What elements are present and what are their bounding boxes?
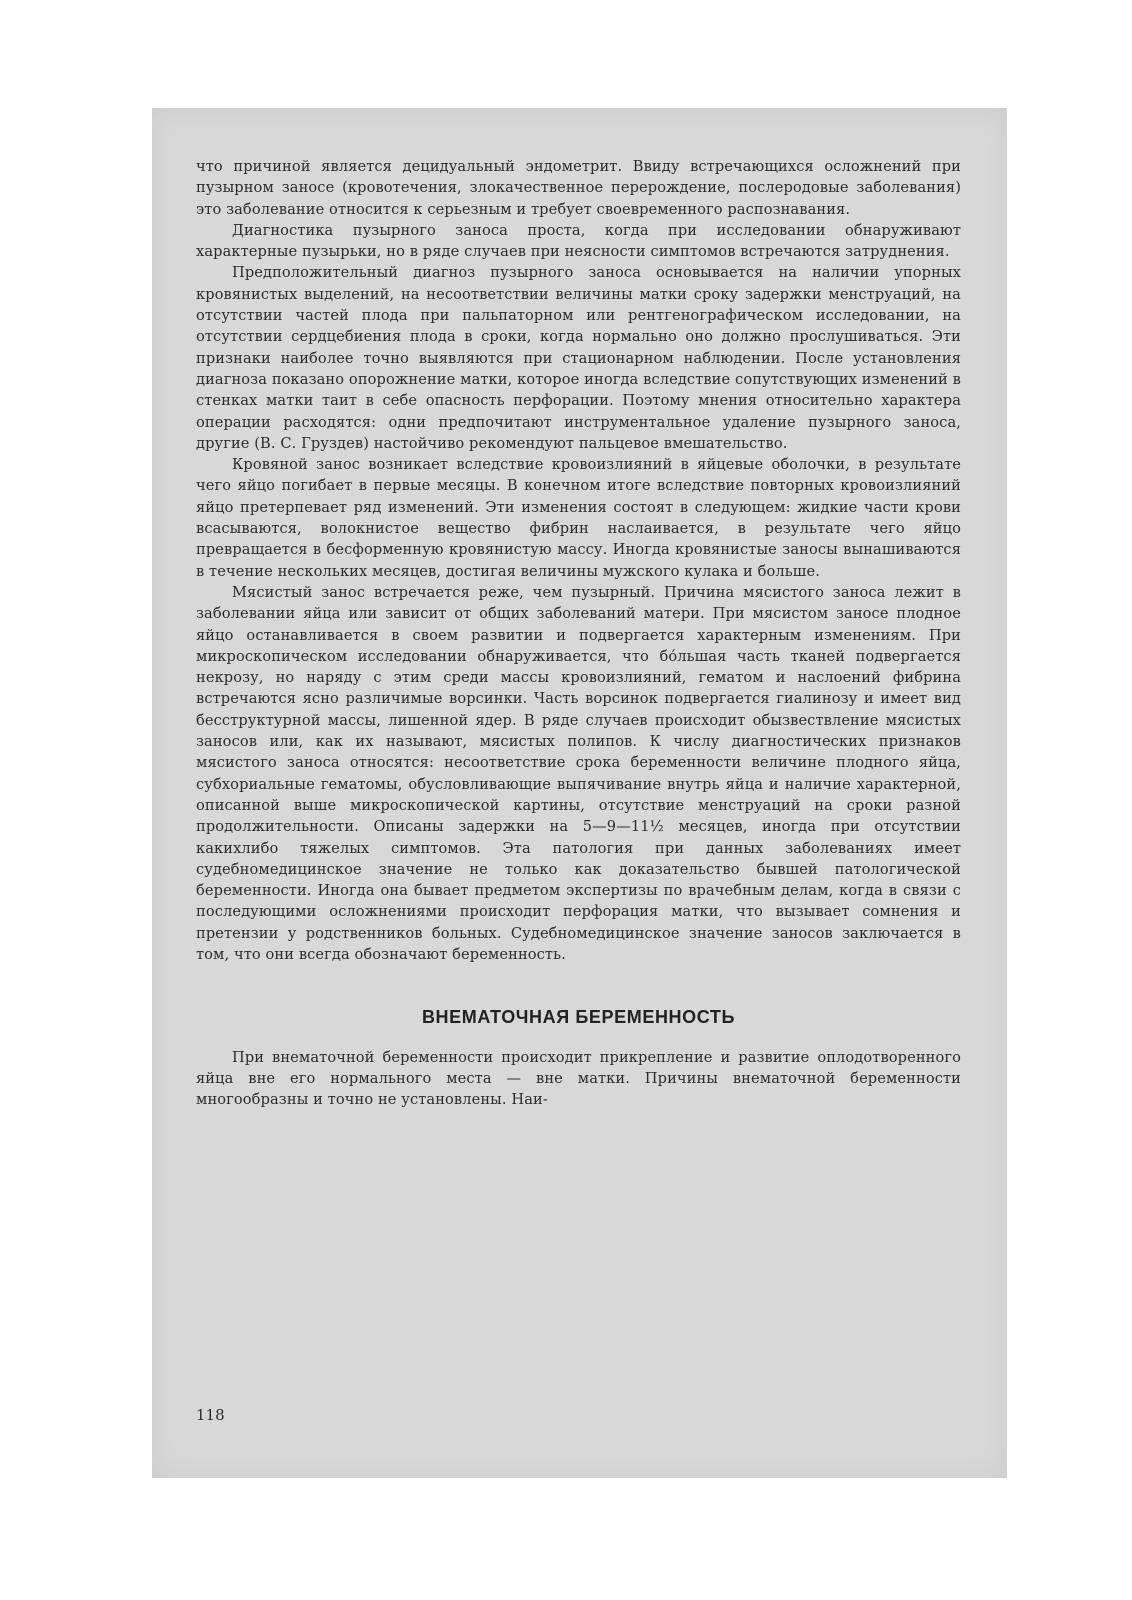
paragraph-blood-mole: Кровяной занос возникает вследствие кровоизлияний в яйцевые оболочки, в результате чего яйцо погибает в первые месяцы. В конечном итоге вследствие повторных кровоизлияний яйцо претерпевает ряд изменений. Эти изменения состоят в следующем: жидкие части крови всасываются, волокнистое вещество фибрин наслаивается, в результате чего яйцо превращается в бесформенную кровянистую массу. Иногда кровянистые заносы вынашиваются в течение нескольких месяцев, достигая величины мужского кулака и больше. bbox=[196, 456, 961, 580]
paragraph-fleshy-mole: Мясистый занос встречается реже, чем пузырный. Причина мясистого заноса лежит в заболевании яйца или зависит от общих заболеваний матери. При мясистом заносе плодное яйцо останавливается в своем развитии и подвергается характерным изменениям. При микроскопическом исследовании обнаруживается, что бо́льшая часть тканей подвергается некрозу, но наряду с этим среди массы кровоизлияний, гематом и наслоений фибрина встречаются ясно различимые ворсинки. Часть ворсинок подвергается гиалинозу и имеет вид бесструктурной массы, лишенной ядер. В ряде случаев происходит обызвествление мясистых заносов или, как их называют, мясистых полипов. К числу диагностических признаков мясистого заноса относятся: несоответствие срока беременности величине плодного яйца, субхориальные гематомы, обусловливающие выпячивание внутрь яйца и наличие характерной, описанной выше микроскопической картины, отсутствие менструаций на сроки разной продолжительности. Описаны задержки на 5—9—11½ месяцев, иногда при отсутствии какихлибо тяжелых симптомов. Эта патология при данных заболеваниях имеет судебномедицинское значение не только как доказательство бывшей патологической беременности. Иногда она бывает предметом экспертизы по врачебным делам, когда в связи с последующими осложнениями происходит перфорация матки, что вызывает сомнения и претензии у родственников больных. Судебномедицинское значение заносов заключается в том, что они всегда обозначают беременность. bbox=[196, 583, 961, 963]
paragraph-ectopic-pregnancy: При внематочной беременности происходит прикрепление и развитие оплодотворенного яйца вне его нормального места — вне матки. Причины внематочной беременности многообразны и точно не установлены. Наи- bbox=[196, 1048, 961, 1109]
page-number: 118 bbox=[196, 1406, 225, 1424]
paragraph-presumptive-diagnosis: Предположительный диагноз пузырного заноса основывается на наличии упорных кровянистых выделений, на несоответствии величины матки сроку задержки менструаций, на отсутствии частей плода при пальпаторном или рентгенографическом исследовании, на отсутствии сердцебиения плода в сроки, когда нормально оно должно прослушиваться. Эти признаки наиболее точно выявляются при стационарном наблюдении. После установления диагноза показано опорожнение матки, которое иногда вследствие сопутствующих изменений в стенках матки таит в себе опасность перфорации. Поэтому мнения относительно характера операции расходятся: одни предпочитают инструментальное удаление пузырного заноса, другие (В. С. Груздев) настойчиво рекомендуют пальцевое вмешательство. bbox=[196, 264, 961, 452]
page-text-body bbox=[196, 156, 961, 1110]
book-page bbox=[152, 108, 1007, 1478]
paragraph-continuation: что причиной является децидуальный эндометрит. Ввиду встречающихся осложнений при пузырном заносе (кровотечения, злокачественное перерождение, послеродовые заболевания) это заболевание относится к серьезным и требует своевременного распознавания. bbox=[196, 158, 961, 218]
section-heading: ВНЕМАТОЧНАЯ БЕРЕМЕННОСТЬ bbox=[421, 1007, 736, 1028]
paragraph-diagnostics: Диагностика пузырного заноса проста, когда при исследовании обнаруживают характерные пузырьки, но в ряде случаев при неясности симптомов встречаются затруднения. bbox=[196, 221, 961, 261]
